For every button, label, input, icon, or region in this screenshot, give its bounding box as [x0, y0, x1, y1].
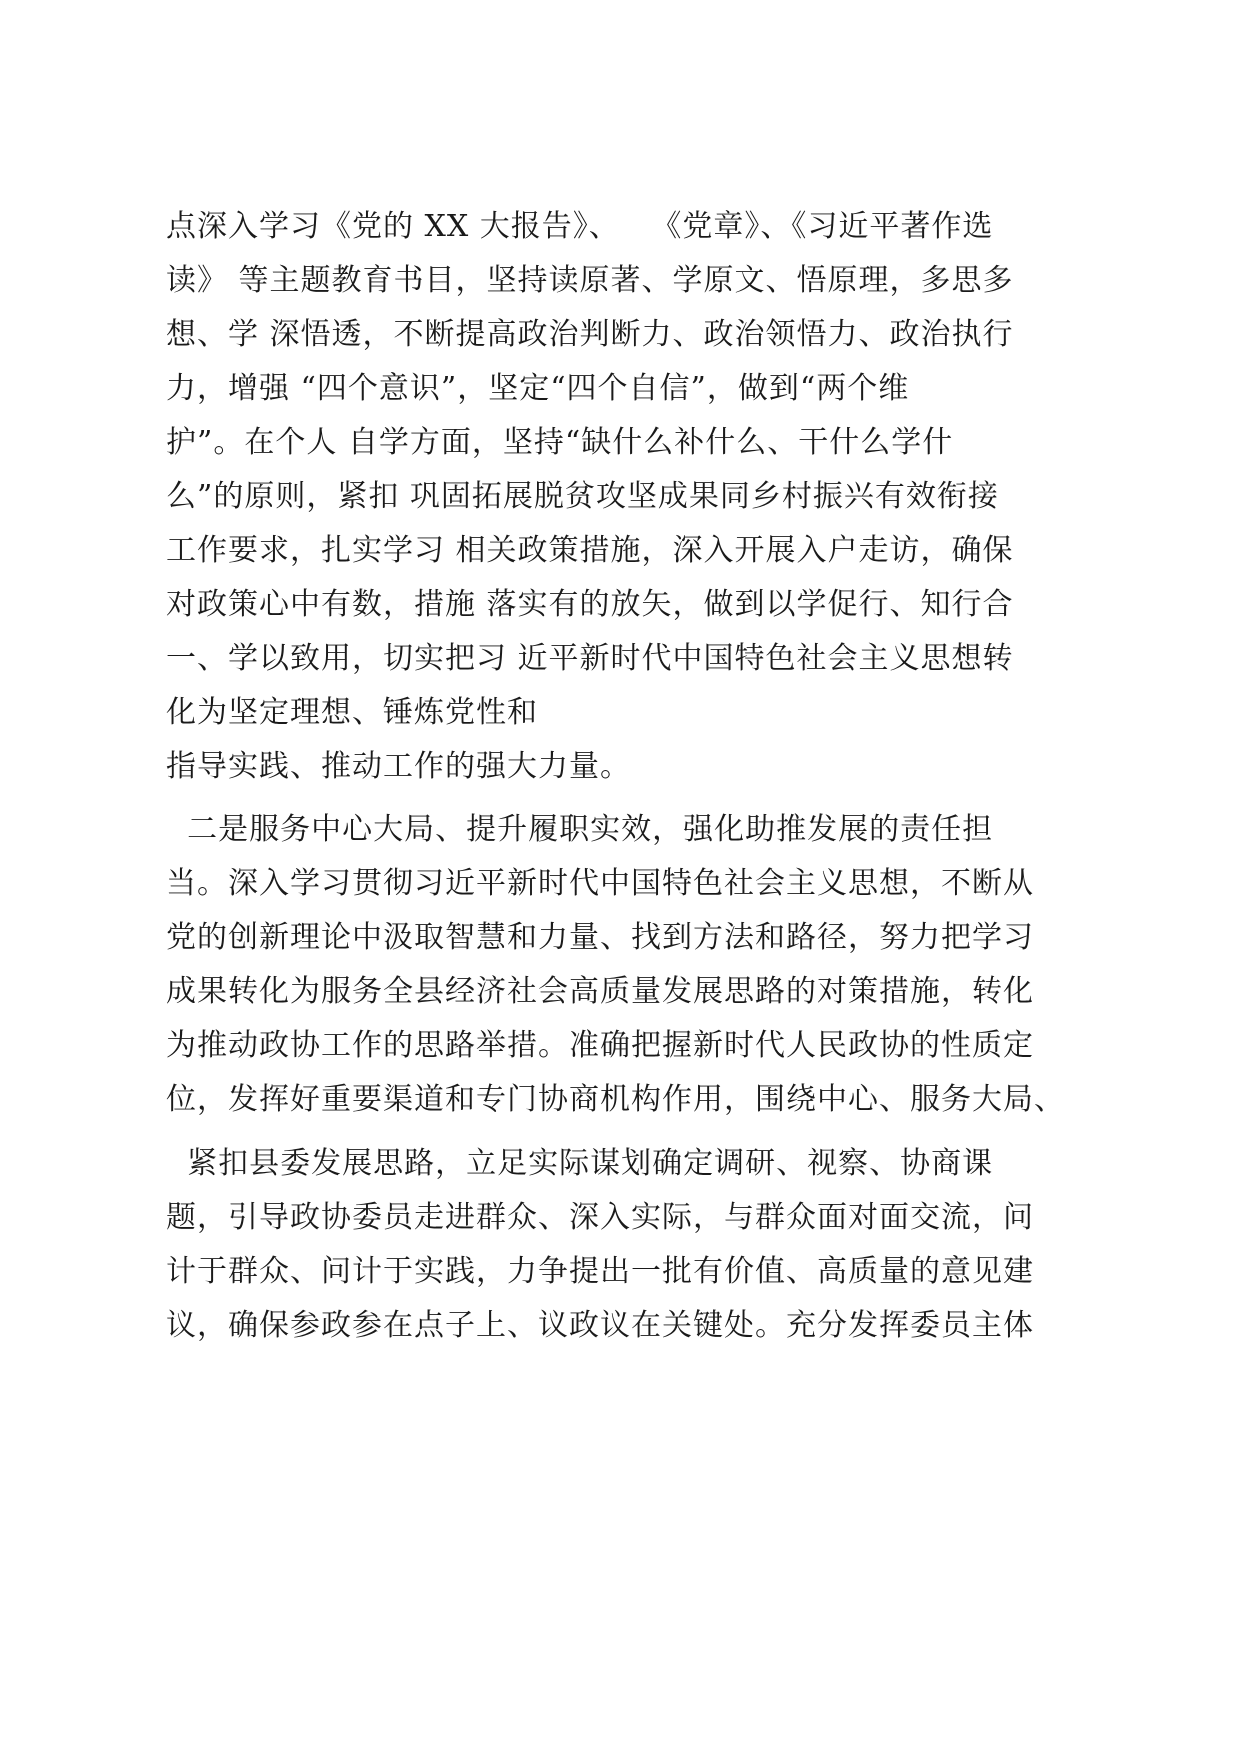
text-line: 化为坚定理想、锤炼党性和 [166, 695, 538, 730]
text-line: 党的创新理论中汲取智慧和力量、找到方法和路径，努力把学习 [166, 920, 1034, 955]
text-line: 护”。在个人 自学方面，坚持“缺什么补什么、干什么学什 [166, 425, 954, 460]
text-line: 位，发挥好重要渠道和专门协商机构作用，围绕中心、服务大局、 [166, 1082, 1065, 1117]
text-line: 力，增强 “四个意识”，坚定“四个自信”，做到“两个维 [166, 371, 910, 406]
text-line: 对政策心中有数，措施 落实有的放矢，做到以学促行、知行合 [166, 587, 1014, 622]
text-line: 点深入学习《党的 XX 大报告》、 《党章》、《习近平著作选 [166, 209, 994, 244]
text-line: 议，确保参政参在点子上、议政议在关键处。充分发挥委员主体 [166, 1308, 1034, 1343]
text-line: 么”的原则，紧扣 巩固拓展脱贫攻坚成果同乡村振兴有效衔接 [166, 479, 999, 514]
text-line: 为推动政协工作的思路举措。准确把握新时代人民政协的性质定 [166, 1028, 1034, 1063]
text-line: 读》 等主题教育书目，坚持读原著、学原文、悟原理，多思多 [166, 263, 1014, 298]
text-line: 工作要求，扎实学习 相关政策措施，深入开展入户走访，确保 [166, 533, 1014, 568]
paragraph-first-line: 二是服务中心大局、提升履职实效，强化助推发展的责任担 [166, 812, 994, 847]
text-line: 计于群众、问计于实践，力争提出一批有价值、高质量的意见建 [166, 1254, 1034, 1289]
text-line: 当。深入学习贯彻习近平新时代中国特色社会主义思想，不断从 [166, 866, 1034, 901]
text-line: 一、学以致用，切实把习 近平新时代中国特色社会主义思想转 [166, 641, 1014, 676]
paragraph-first-line: 紧扣县委发展思路，立足实际谋划确定调研、视察、协商课 [166, 1146, 994, 1181]
text-line: 指导实践、推动工作的强大力量。 [166, 749, 631, 784]
text-line: 想、学 深悟透，不断提高政治判断力、政治领悟力、政治执行 [166, 317, 1014, 352]
text-line: 题，引导政协委员走进群众、深入实际，与群众面对面交流，问 [166, 1200, 1034, 1235]
text-line: 成果转化为服务全县经济社会高质量发展思路的对策措施，转化 [166, 974, 1034, 1009]
